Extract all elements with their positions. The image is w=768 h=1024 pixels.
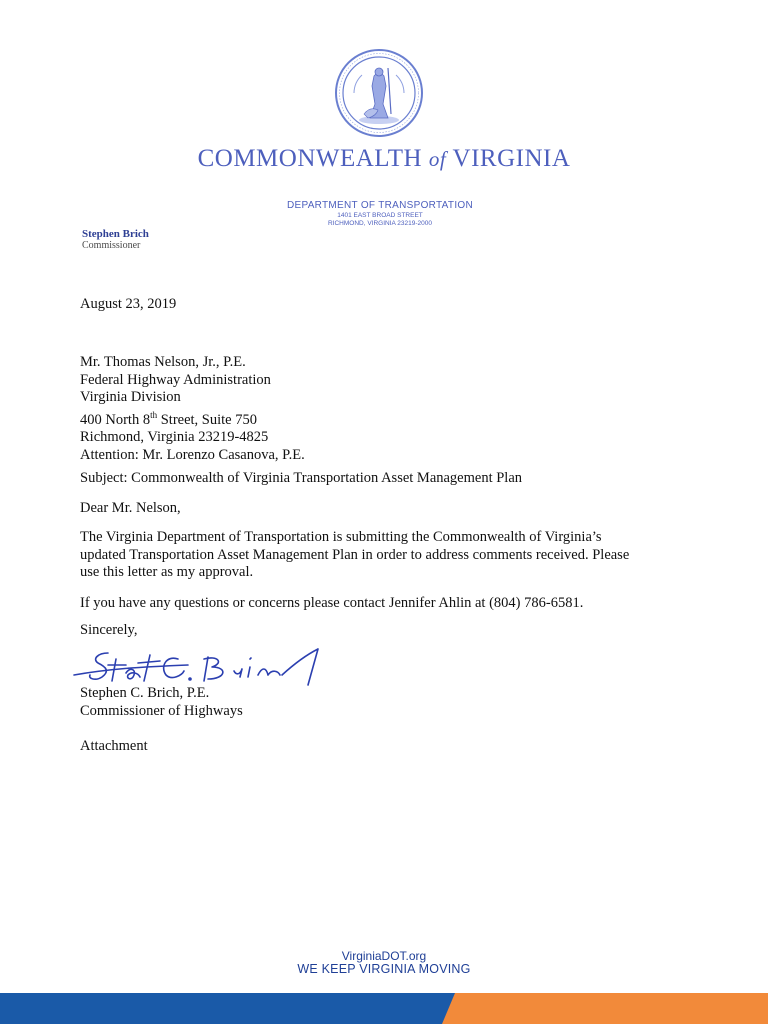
masthead-state: VIRGINIA	[452, 145, 571, 172]
footer-color-band	[0, 993, 768, 1024]
masthead-main: COMMONWEALTH	[197, 145, 423, 172]
letter-subject: Subject: Commonwealth of Virginia Transportation Asset Management Plan	[80, 470, 523, 486]
footer-website: VirginiaDOT.org	[341, 949, 427, 963]
recipient-address	[80, 354, 305, 464]
official-title: Commissioner	[82, 239, 141, 251]
official-block	[82, 229, 149, 251]
letter-salutation: Dear Mr. Nelson,	[80, 500, 181, 516]
letter-date: August 23, 2019	[80, 296, 177, 312]
body1-line1: The Virginia Department of Transportation is submitting the Commonwealth of Virginia’s	[80, 529, 602, 545]
virginia-state-seal-icon	[334, 48, 424, 138]
footer-slogan: WE KEEP VIRGINIA MOVING	[297, 961, 471, 976]
body1-line3: use this letter as my approval.	[80, 564, 254, 581]
recipient-street-pre: 400 North 8	[80, 411, 151, 428]
department-address-line1: 1401 EAST BROAD STREET	[337, 212, 423, 219]
department-address-line2: RICHMOND, VIRGINIA 23219-2000	[327, 219, 433, 227]
recipient-street-post: Street, Suite 750	[157, 411, 257, 428]
signer-block	[80, 685, 243, 720]
attachment-note: Attachment	[80, 738, 148, 754]
signer-name: Stephen C. Brich, P.E.	[80, 685, 210, 701]
body1-line2: updated Transportation Asset Management Plan in order to address comments received. Please	[80, 546, 630, 563]
masthead-title	[0, 145, 768, 173]
letter-closing: Sincerely,	[80, 622, 138, 638]
footer	[0, 950, 768, 976]
footer-band-blue	[0, 993, 455, 1024]
body-paragraph-2: If you have any questions or concerns please contact Jennifer Ahlin at (804) 786-6581.	[80, 595, 584, 611]
recipient-street	[80, 407, 305, 429]
signer-title: Commissioner of Highways	[80, 702, 243, 719]
recipient-name: Mr. Thomas Nelson, Jr., P.E.	[80, 354, 246, 370]
recipient-division: Virginia Division	[80, 389, 181, 406]
department-block	[180, 201, 580, 227]
body-paragraph-1	[80, 529, 629, 582]
recipient-attention: Attention: Mr. Lorenzo Casanova, P.E.	[80, 446, 305, 463]
recipient-street-sup: th	[150, 409, 158, 420]
recipient-city: Richmond, Virginia 23219-4825	[80, 429, 269, 446]
official-name: Stephen Brich	[82, 228, 149, 240]
department-name: DEPARTMENT OF TRANSPORTATION	[286, 200, 473, 211]
recipient-org: Federal Highway Administration	[80, 371, 271, 388]
masthead-of: of	[428, 147, 447, 171]
